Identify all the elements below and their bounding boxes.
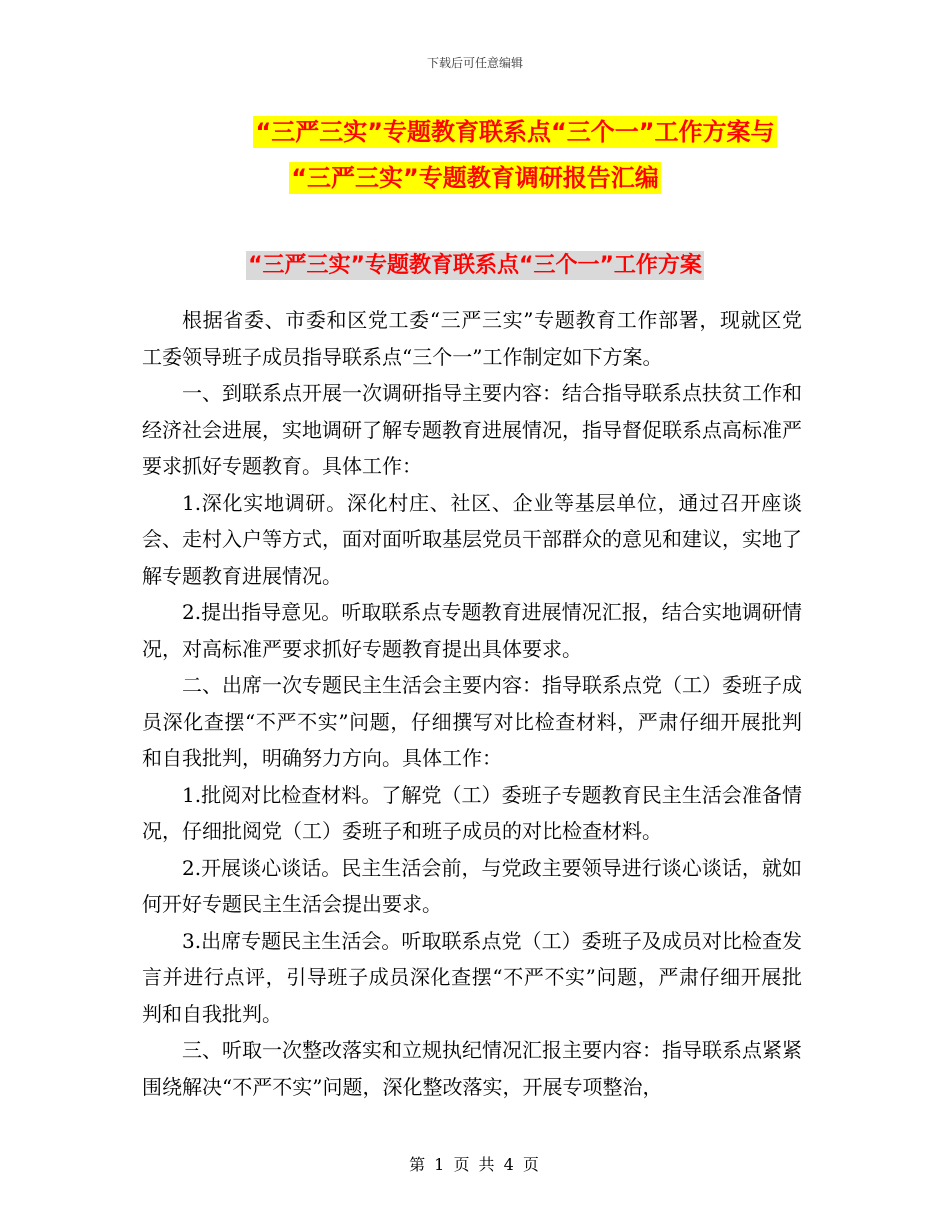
paragraph: 2.提出指导意见。听取联系点专题教育进展情况汇报，结合实地调研情况，对高标准严要求抓好专题教育提出具体要求。 [142, 600, 802, 661]
paragraph: 1.深化实地调研。深化村庄、社区、企业等基层单位，通过召开座谈会、走村入户等方式，面对面听取基层党员干部群众的意见和建议，实地了解专题教育进展情况。 [142, 490, 802, 588]
document-title-line-2 [0, 158, 950, 193]
document-title-line-1 [40, 112, 950, 147]
paragraph: 根据省委、市委和区党工委“三严三实”专题教育工作部署，现就区党工委领导班子成员指导联系点“三个一”工作制定如下方案。 [142, 308, 802, 369]
document-title-line-1-text: “三严三实”专题教育联系点“三个一”工作方案与 [255, 118, 775, 146]
section-title [0, 248, 950, 279]
paragraph: 二、出席一次专题民主生活会主要内容：指导联系点党（工）委班子成员深化查摆“不严不实”问题，仔细撰写对比检查材料，严肃仔细开展批判和自我批判，明确努力方向。具体工作： [142, 673, 802, 770]
paragraph: 2.开展谈心谈话。民主生活会前，与党政主要领导进行谈心谈话，就如何开好专题民主生活会提出要求。 [142, 855, 802, 916]
paragraph: 3.出席专题民主生活会。听取联系点党（工）委班子及成员对比检查发言并进行点评，引导班子成员深化查摆“不严不实”问题，严肃仔细开展批判和自我批判。 [142, 928, 802, 1026]
paragraph: 1.批阅对比检查材料。了解党（工）委班子专题教育民主生活会准备情况，仔细批阅党（工）委班子和班子成员的对比检查材料。 [142, 782, 802, 843]
paragraph: 三、听取一次整改落实和立规执纪情况汇报主要内容：指导联系点紧紧围绕解决“不严不实”问题，深化整改落实，开展专项整治， [142, 1038, 802, 1099]
paragraph: 一、到联系点开展一次调研指导主要内容：结合指导联系点扶贫工作和经济社会进展，实地调研了解专题教育进展情况，指导督促联系点高标准严要求抓好专题教育。具体工作： [142, 381, 802, 478]
page-header-note: 下载后可任意编辑 [426, 56, 523, 70]
document-body [142, 302, 802, 1105]
section-title-text: “三严三实”专题教育联系点“三个一”工作方案 [248, 253, 702, 278]
page-number: 第 1 页 共 4 页 [409, 1155, 541, 1174]
document-title-line-2-text: “三严三实”专题教育调研报告汇编 [291, 164, 659, 192]
